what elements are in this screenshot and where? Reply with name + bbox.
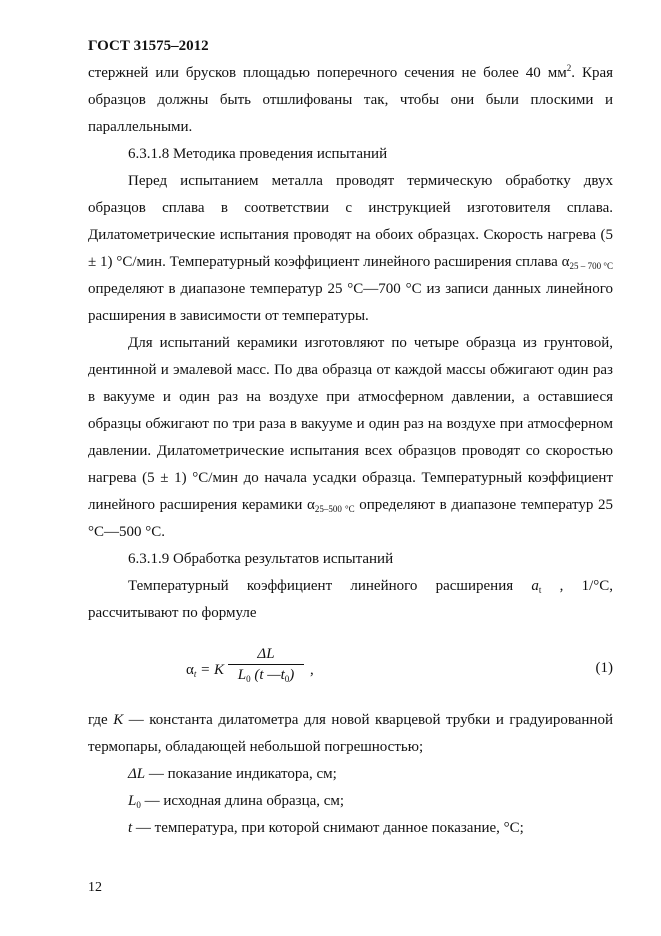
page-number: 12 xyxy=(88,880,102,895)
page-body xyxy=(88,60,613,842)
section-heading-6-3-1-8: 6.3.1.8 Методика проведения испытаний xyxy=(128,146,388,162)
definition-delta-l: ΔL — показание индикатора, см; xyxy=(128,766,337,782)
formula-denominator: $L_0$ (t $—t_0$) xyxy=(237,667,295,684)
document-header: ГОСТ 31575–2012 xyxy=(88,38,209,54)
equation-number: (1) xyxy=(595,660,613,676)
formula-tail: , xyxy=(310,662,314,678)
formula-lhs: $\alpha_t = K$ xyxy=(186,662,225,679)
formula-block xyxy=(88,631,613,707)
formula-numerator: ΔL xyxy=(228,645,304,665)
paragraph-specimen-shape: стержней или брусков площадью поперечного сечения не более 40 $мм^2$. Края образцов должны быть отшлифованы так, чтобы они были плоскими и параллельными. xyxy=(88,63,614,135)
paragraph-ceramic-testing: Для испытаний керамики изготовляют по четыре образца из грунтовой, дентинной и эмалевой масс. По два образца от каждой массы обжигают один раз в вакууме и один раз на воздухе при атмосферном давлении, а оставшиеся образцы обжигают по три раза в вакууме и один раз на воздухе при атмосферном давлении. Дилатометрические испытания всех образцов проводят со скоростью нагрева (5 ± 1) °С/мин до начала усадки образца. Температурный коэффициент линейного расширения керамики $\alpha_{25-500 ^\circ С}$ определяют в диапазоне температур 25 °С—500 °С. xyxy=(88,335,613,540)
paragraph-formula-intro: Температурный коэффициент линейного расширения $a_t$ , 1/°С, рассчитывают по формуле xyxy=(88,578,613,621)
definition-t: t — температура, при которой снимают данное показание, °С; xyxy=(128,820,524,836)
formula-fraction xyxy=(228,645,304,685)
section-heading-6-3-1-9: 6.3.1.9 Обработка результатов испытаний xyxy=(128,551,394,567)
definition-l0: $L_0$ — исходная длина образца, см; xyxy=(128,793,345,810)
paragraph-metal-testing: Перед испытанием металла проводят термическую обработку двух образцов сплава в соответствии с инструкцией изготовителя сплава. Дилатометрические испытания проводят на обоих образцах. Скорость нагрева (5 ± 1) °С/мин. Температурный коэффициент линейного расширения сплава $\alpha_{25 - 700 ^\circ С}$ определяют в диапазоне температур 25 °С—700 °С из записи данных линейного расширения в зависимости от температуры. xyxy=(88,173,613,324)
definitions xyxy=(88,707,613,842)
definition-k: где K — константа дилатометра для новой кварцевой трубки и градуированной термопары, обладающей небольшой погрешностью; xyxy=(88,712,613,755)
